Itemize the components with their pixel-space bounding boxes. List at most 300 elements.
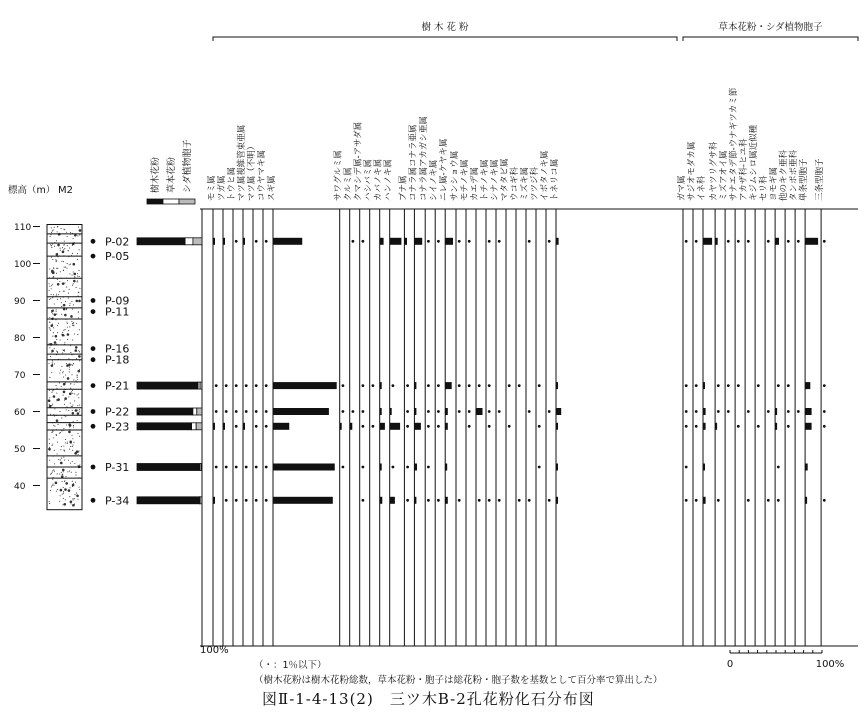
taxon-bar — [380, 497, 383, 504]
column-grain — [79, 436, 80, 437]
taxon-label: クマシデ属-アサダ属 — [353, 121, 364, 201]
column-grain — [50, 298, 51, 299]
column-grain — [77, 433, 78, 434]
taxon-bar — [350, 423, 353, 430]
column-grain — [65, 374, 66, 375]
sample-marker — [91, 465, 96, 470]
trace-dot — [427, 466, 430, 469]
column-grain — [62, 332, 63, 333]
column-grain — [57, 283, 60, 286]
composition-column — [137, 139, 229, 656]
trace-dot — [717, 384, 720, 387]
column-grain — [64, 397, 67, 400]
column-grain — [52, 230, 53, 231]
column-grain — [63, 503, 66, 506]
column-grain — [68, 298, 69, 299]
column-grain — [51, 232, 52, 233]
trace-dot — [342, 466, 345, 469]
column-grain — [63, 487, 64, 488]
taxon-label: タンポポ亜科 — [789, 149, 800, 201]
column-grain — [77, 370, 80, 373]
column-grain — [56, 311, 57, 312]
trace-dot — [695, 240, 698, 243]
group-headers — [213, 21, 858, 41]
trace-dot — [685, 240, 688, 243]
taxa-frame — [200, 209, 858, 646]
note-scale: （・：1％以下） — [254, 660, 327, 671]
taxon-bar — [445, 408, 448, 415]
column-grain — [56, 400, 57, 401]
trace-dot — [767, 499, 770, 502]
trace-dot — [528, 499, 531, 502]
column-grain — [73, 283, 74, 284]
taxon-label: スギ属 — [267, 175, 277, 201]
column-grain — [66, 364, 69, 367]
column-grain — [50, 356, 51, 357]
column-grain — [73, 263, 74, 264]
column-grain — [77, 280, 78, 281]
column-grain — [52, 484, 53, 485]
trace-dot — [458, 499, 461, 502]
column-grain — [52, 445, 53, 446]
column-grain — [51, 405, 52, 406]
trace-dot — [265, 466, 268, 469]
taxon-label: シイノキ属 — [429, 159, 440, 201]
sample-marker — [91, 424, 96, 429]
column-grain — [53, 294, 54, 295]
trace-dot — [225, 384, 228, 387]
column-grain — [75, 300, 78, 303]
axis-label: 標高（m） — [8, 185, 56, 196]
column-grain — [51, 294, 52, 295]
trace-dot — [717, 499, 720, 502]
column-grain — [54, 363, 55, 364]
column-grain — [49, 322, 50, 323]
taxon-bar — [476, 408, 483, 415]
column-grain — [70, 463, 71, 464]
column-grain — [57, 299, 58, 300]
column-grain — [69, 303, 70, 304]
composition-legend-swatch — [179, 199, 195, 204]
trace-dot — [685, 499, 688, 502]
axis-tick-label: 80 — [14, 334, 26, 344]
trace-dot — [255, 466, 258, 469]
column-grain — [59, 382, 60, 383]
taxon-bar — [414, 408, 416, 415]
trace-dot — [508, 384, 511, 387]
column-grain — [49, 443, 50, 444]
column-grain — [59, 281, 60, 282]
column-grain — [53, 230, 54, 231]
taxon-bar — [715, 238, 718, 245]
column-grain — [61, 386, 62, 387]
column-grain — [69, 247, 70, 248]
trace-dot — [245, 384, 248, 387]
scale-bar-hundred: 100% — [815, 659, 845, 670]
column-grain — [56, 434, 57, 435]
column-grain — [59, 473, 60, 474]
column-grain — [72, 445, 73, 446]
column-grain — [56, 268, 57, 269]
column-grain — [63, 245, 64, 246]
column-grain — [49, 503, 50, 504]
column-grain — [72, 412, 75, 415]
taxon-labels — [207, 87, 825, 201]
column-grain — [77, 377, 78, 378]
trace-dot — [685, 384, 688, 387]
trace-dot — [427, 425, 430, 428]
column-grain — [60, 462, 63, 465]
trace-dot — [777, 499, 780, 502]
taxon-bar — [556, 238, 559, 245]
axis-tick-label: 60 — [14, 408, 26, 418]
column-grain — [66, 309, 67, 310]
composition-segment — [137, 408, 193, 415]
column-grain — [53, 268, 54, 269]
taxon-label: 他のキク亜科 — [779, 149, 790, 201]
column-grain — [56, 309, 57, 310]
column-grain — [62, 334, 65, 337]
taxon-bar — [703, 464, 705, 471]
column-grain — [62, 474, 63, 475]
taxon-bar — [380, 238, 384, 245]
column-grain — [56, 261, 57, 262]
trace-dot — [747, 410, 750, 413]
trace-dot — [488, 425, 491, 428]
trace-dot — [478, 384, 481, 387]
column-grain — [67, 443, 68, 444]
column-grain — [65, 482, 68, 485]
taxon-bar — [213, 238, 215, 245]
taxon-label: モチノキ属 — [460, 159, 470, 201]
column-grain — [50, 330, 51, 331]
column-grain — [79, 276, 80, 277]
trace-dot — [245, 410, 248, 413]
trace-dot — [727, 410, 730, 413]
trace-dot — [342, 384, 345, 387]
taxon-bar — [273, 464, 335, 471]
column-grain — [54, 303, 55, 304]
trace-dot — [255, 410, 258, 413]
taxon-label: コナラ属アカガシ亜属 — [419, 116, 430, 201]
column-grain — [72, 325, 73, 326]
column-grain — [72, 365, 73, 366]
column-grain — [56, 491, 57, 492]
column-grain — [77, 499, 78, 500]
column-grain — [79, 351, 80, 352]
column-grain — [61, 472, 62, 473]
column-grain — [70, 503, 71, 504]
column-grain — [69, 326, 70, 327]
taxon-label: イボタノキ属 — [540, 150, 550, 201]
column-grain — [55, 482, 58, 485]
taxon-bar — [380, 464, 382, 471]
column-grain — [74, 393, 75, 394]
taxon-bar — [380, 382, 382, 389]
trace-dot — [406, 410, 409, 413]
taxon-bar — [445, 464, 447, 471]
trace-dot — [427, 240, 430, 243]
column-grain — [67, 339, 68, 340]
column-grain — [57, 473, 58, 474]
column-grain — [72, 406, 73, 407]
trace-dot — [538, 466, 541, 469]
column-grain — [55, 259, 56, 260]
column-grain — [50, 414, 51, 415]
composition-segment — [192, 423, 197, 430]
trace-dot — [362, 240, 365, 243]
trace-dot — [727, 240, 730, 243]
column-grain — [71, 435, 72, 436]
composition-segment — [193, 408, 197, 415]
column-grain — [70, 446, 71, 447]
column-grain — [50, 474, 51, 475]
column-grain — [66, 287, 67, 288]
column-grain — [74, 400, 75, 401]
taxon-label: サジオモダカ属 — [687, 141, 697, 201]
column-grain — [52, 313, 53, 314]
column-grain — [50, 236, 51, 237]
column-grain — [49, 268, 50, 269]
column-grain — [73, 323, 74, 324]
column-grain — [72, 275, 73, 276]
taxon-bar — [556, 464, 558, 471]
axis-tick-label: 90 — [14, 297, 26, 307]
column-grain — [56, 388, 57, 389]
column-grain — [52, 472, 53, 473]
trace-dot — [685, 410, 688, 413]
column-grain — [79, 489, 80, 490]
taxon-bar — [445, 497, 448, 504]
column-grain — [60, 432, 61, 433]
column-grain — [71, 364, 72, 365]
column-grain — [52, 271, 55, 274]
column-grain — [78, 487, 79, 488]
composition-legend-label: 樹木花粉 — [151, 156, 161, 193]
sample-label: P-21 — [105, 379, 130, 393]
column-grain — [61, 446, 62, 447]
column-grain — [79, 229, 82, 232]
axis-tick-label: 50 — [14, 445, 26, 455]
column-grain — [74, 503, 75, 504]
taxon-label: マタタビ属 — [500, 158, 510, 201]
taxon-label: シナノキ属 — [490, 159, 500, 201]
trace-dot — [548, 499, 551, 502]
column-label: M2 — [58, 185, 73, 196]
column-grain — [57, 332, 58, 333]
column-grain — [65, 301, 66, 302]
column-grain — [67, 333, 70, 336]
column-grain — [68, 410, 69, 411]
taxon-bar — [273, 497, 333, 504]
composition-segment — [193, 238, 202, 245]
column-grain — [49, 317, 50, 318]
column-grain — [69, 289, 70, 290]
trace-dot — [488, 410, 491, 413]
column-grain — [64, 314, 67, 317]
column-grain — [78, 393, 79, 394]
trace-dot — [352, 410, 355, 413]
column-grain — [78, 300, 81, 303]
column-grain — [71, 406, 72, 407]
column-grain — [71, 391, 72, 392]
trace-dot — [215, 384, 218, 387]
column-grain — [69, 441, 72, 444]
column-grain — [72, 285, 73, 286]
axis-tick-label: 70 — [14, 371, 26, 381]
taxon-bar — [805, 423, 812, 430]
trace-dot — [362, 425, 365, 428]
column-grain — [62, 282, 65, 285]
column-grain — [63, 371, 64, 372]
column-grain — [66, 424, 67, 425]
column-grain — [77, 273, 78, 274]
column-grain — [65, 329, 66, 330]
trace-dot — [225, 466, 228, 469]
column-grain — [52, 297, 53, 298]
column-grain — [52, 404, 53, 405]
column-grain — [75, 475, 76, 476]
column-grain — [73, 427, 74, 428]
taxon-bar — [243, 423, 245, 430]
taxon-label: クルミ属 — [343, 167, 354, 201]
taxon-bar — [805, 497, 807, 504]
taxon-bar — [445, 423, 448, 430]
axis-tick-label: 110 — [14, 223, 32, 233]
trace-dot — [538, 425, 541, 428]
trace-dot — [737, 384, 740, 387]
taxon-bar — [445, 382, 452, 389]
column-grain — [57, 279, 58, 280]
composition-axis-label: 100% — [200, 645, 229, 656]
column-grain — [56, 419, 59, 422]
column-grain — [72, 323, 73, 324]
taxon-bar — [703, 497, 706, 504]
column-grain — [53, 469, 54, 470]
trace-dot — [265, 410, 268, 413]
column-grain — [54, 227, 55, 228]
trace-dot — [372, 425, 375, 428]
column-grain — [54, 348, 55, 349]
taxon-bar — [414, 423, 421, 430]
trace-dot — [538, 384, 541, 387]
trace-dot — [392, 384, 395, 387]
column-grain — [73, 379, 74, 380]
group-header-label: 樹 木 花 粉 — [421, 22, 469, 33]
taxon-label: サナエタデ節-ウナギツカミ節 — [729, 87, 740, 201]
trace-dot — [372, 384, 375, 387]
taxon-bar — [414, 238, 422, 245]
taxon-label: コウヤマキ属 — [257, 149, 267, 201]
taxon-label: カヤツリグサ科 — [709, 141, 720, 201]
sample-label: P-02 — [105, 235, 130, 249]
taxon-label: カバノキ属 — [373, 158, 384, 201]
taxon-bar — [703, 238, 712, 245]
column-grain — [63, 449, 64, 450]
column-grain — [72, 461, 73, 462]
column-grain — [61, 366, 62, 367]
column-grain — [53, 485, 54, 486]
column-grain — [51, 310, 54, 313]
column-grain — [72, 309, 73, 310]
trace-dot — [362, 384, 365, 387]
taxon-bar — [243, 238, 245, 245]
taxon-label: ハシバミ属 — [363, 159, 374, 201]
taxon-bar — [775, 238, 779, 245]
column-grain — [77, 253, 78, 254]
column-grain — [74, 349, 77, 352]
column-grain — [63, 493, 64, 494]
axis-tick-label: 40 — [14, 482, 26, 492]
column-grain — [62, 247, 63, 248]
column-grain — [53, 395, 56, 398]
column-grain — [49, 460, 50, 461]
group-header-label: 草本花粉・シダ植物胞子 — [718, 22, 823, 33]
trace-dot — [488, 499, 491, 502]
column-grain — [77, 379, 78, 380]
trace-dot — [823, 425, 826, 428]
figure-caption: 図Ⅱ-1-4-13(2) 三ツ木B-2孔花粉化石分布図 — [262, 690, 595, 708]
column-grain — [64, 480, 65, 481]
sample-label: P-09 — [105, 294, 130, 308]
trace-dot — [437, 384, 440, 387]
taxon-bar — [775, 408, 777, 415]
column-grain — [52, 317, 53, 318]
column-grain — [77, 412, 80, 415]
column-grain — [72, 339, 73, 340]
taxon-label: サンショウ属 — [450, 150, 460, 201]
composition-segment — [196, 423, 202, 430]
column-grain — [79, 465, 80, 466]
taxon-bar — [556, 408, 561, 415]
column-grain — [65, 382, 66, 383]
column-grain — [76, 493, 77, 494]
column-grain — [60, 489, 63, 492]
group-bracket — [213, 37, 677, 41]
column-grain — [56, 314, 57, 315]
taxon-label: サワグルミ属 — [333, 150, 344, 201]
column-grain — [72, 484, 75, 487]
note-basis: （樹木花粉は樹木花粉総数，草本花粉・胞子は総花粉・胞子数を基数として百分率で算出した） — [254, 675, 663, 686]
column-grain — [77, 405, 78, 406]
trace-dot — [528, 410, 531, 413]
taxon-bar — [404, 238, 407, 245]
trace-dot — [265, 240, 268, 243]
trace-dot — [437, 240, 440, 243]
column-grain — [63, 261, 64, 262]
composition-segment — [197, 408, 202, 415]
column-grain — [72, 390, 73, 391]
taxon-bar — [213, 497, 215, 504]
column-grain — [49, 377, 50, 378]
column-grain — [73, 280, 76, 283]
column-grain — [53, 332, 54, 333]
taxon-label: ツガ属 — [217, 175, 227, 201]
column-grain — [78, 317, 79, 318]
column-grain — [61, 417, 62, 418]
column-grain — [68, 293, 69, 294]
column-grain — [61, 475, 64, 478]
column-grain — [76, 494, 79, 497]
sample-labels — [91, 235, 130, 507]
column-grain — [77, 276, 78, 277]
taxon-label: カエデ属 — [470, 166, 480, 201]
column-grain — [75, 482, 76, 483]
column-grain — [74, 494, 75, 495]
column-grain — [78, 350, 79, 351]
column-grain — [53, 437, 54, 438]
column-grain — [67, 377, 70, 380]
